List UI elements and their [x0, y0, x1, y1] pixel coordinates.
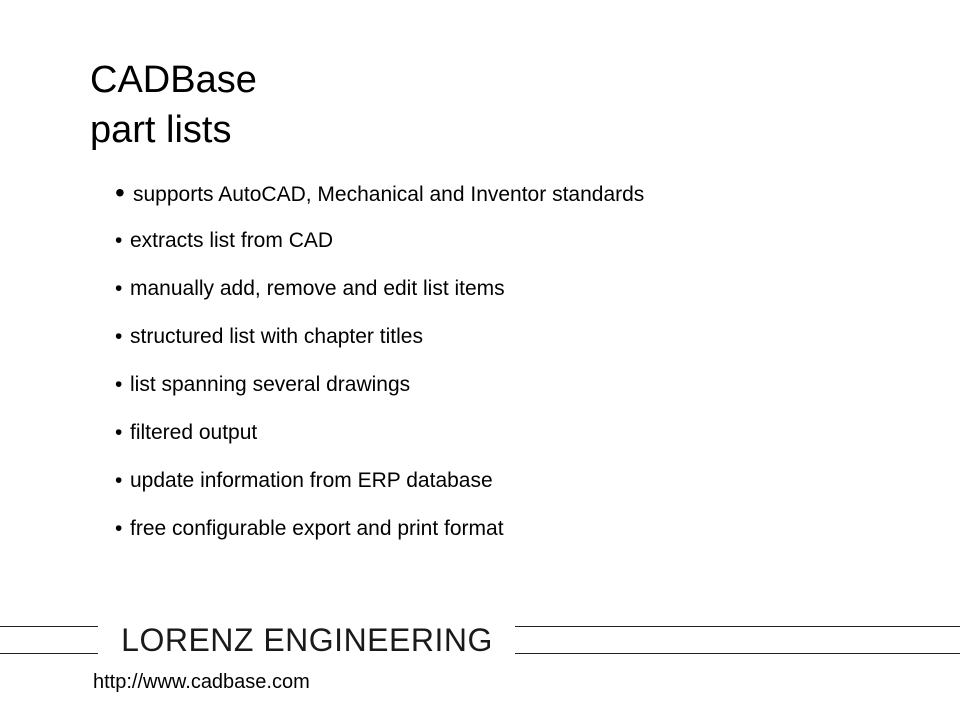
bullet-icon: • — [115, 277, 123, 300]
list-item — [115, 229, 644, 253]
list-item-text: structured list with chapter titles — [130, 325, 423, 348]
bullet-icon: • — [115, 177, 125, 208]
title-line-1: CADBase — [90, 59, 257, 101]
list-item-text: manually add, remove and edit list items — [130, 277, 505, 300]
list-item — [115, 373, 644, 397]
list-item-text: supports AutoCAD, Mechanical and Inventor standards — [133, 183, 645, 206]
brand-rule-left — [0, 626, 98, 654]
bullet-icon: • — [115, 517, 123, 540]
list-item-text: free configurable export and print format — [130, 517, 504, 540]
bullet-icon: • — [115, 421, 123, 444]
list-item-text: list spanning several drawings — [130, 373, 411, 396]
brand-rule-right — [515, 626, 960, 654]
website-link[interactable]: http://www.cadbase.com — [93, 671, 310, 693]
list-item — [115, 277, 644, 301]
brand-logo-text: LORENZ ENGINEERING — [121, 622, 493, 658]
list-item-text: update information from ERP database — [130, 469, 493, 492]
title-line-2: part lists — [90, 109, 232, 151]
list-item-text: extracts list from CAD — [130, 229, 334, 252]
list-item — [115, 177, 645, 208]
footer-brand — [0, 612, 960, 662]
list-item — [115, 421, 644, 445]
list-item-text: filtered output — [130, 421, 258, 444]
bullet-icon: • — [115, 325, 123, 348]
feature-list — [115, 177, 645, 565]
bullet-icon: • — [115, 469, 123, 492]
bullet-icon: • — [115, 373, 123, 396]
page-title — [90, 55, 257, 155]
list-item — [115, 325, 644, 349]
list-item — [115, 469, 644, 493]
list-item — [115, 517, 644, 541]
bullet-icon: • — [115, 229, 123, 252]
